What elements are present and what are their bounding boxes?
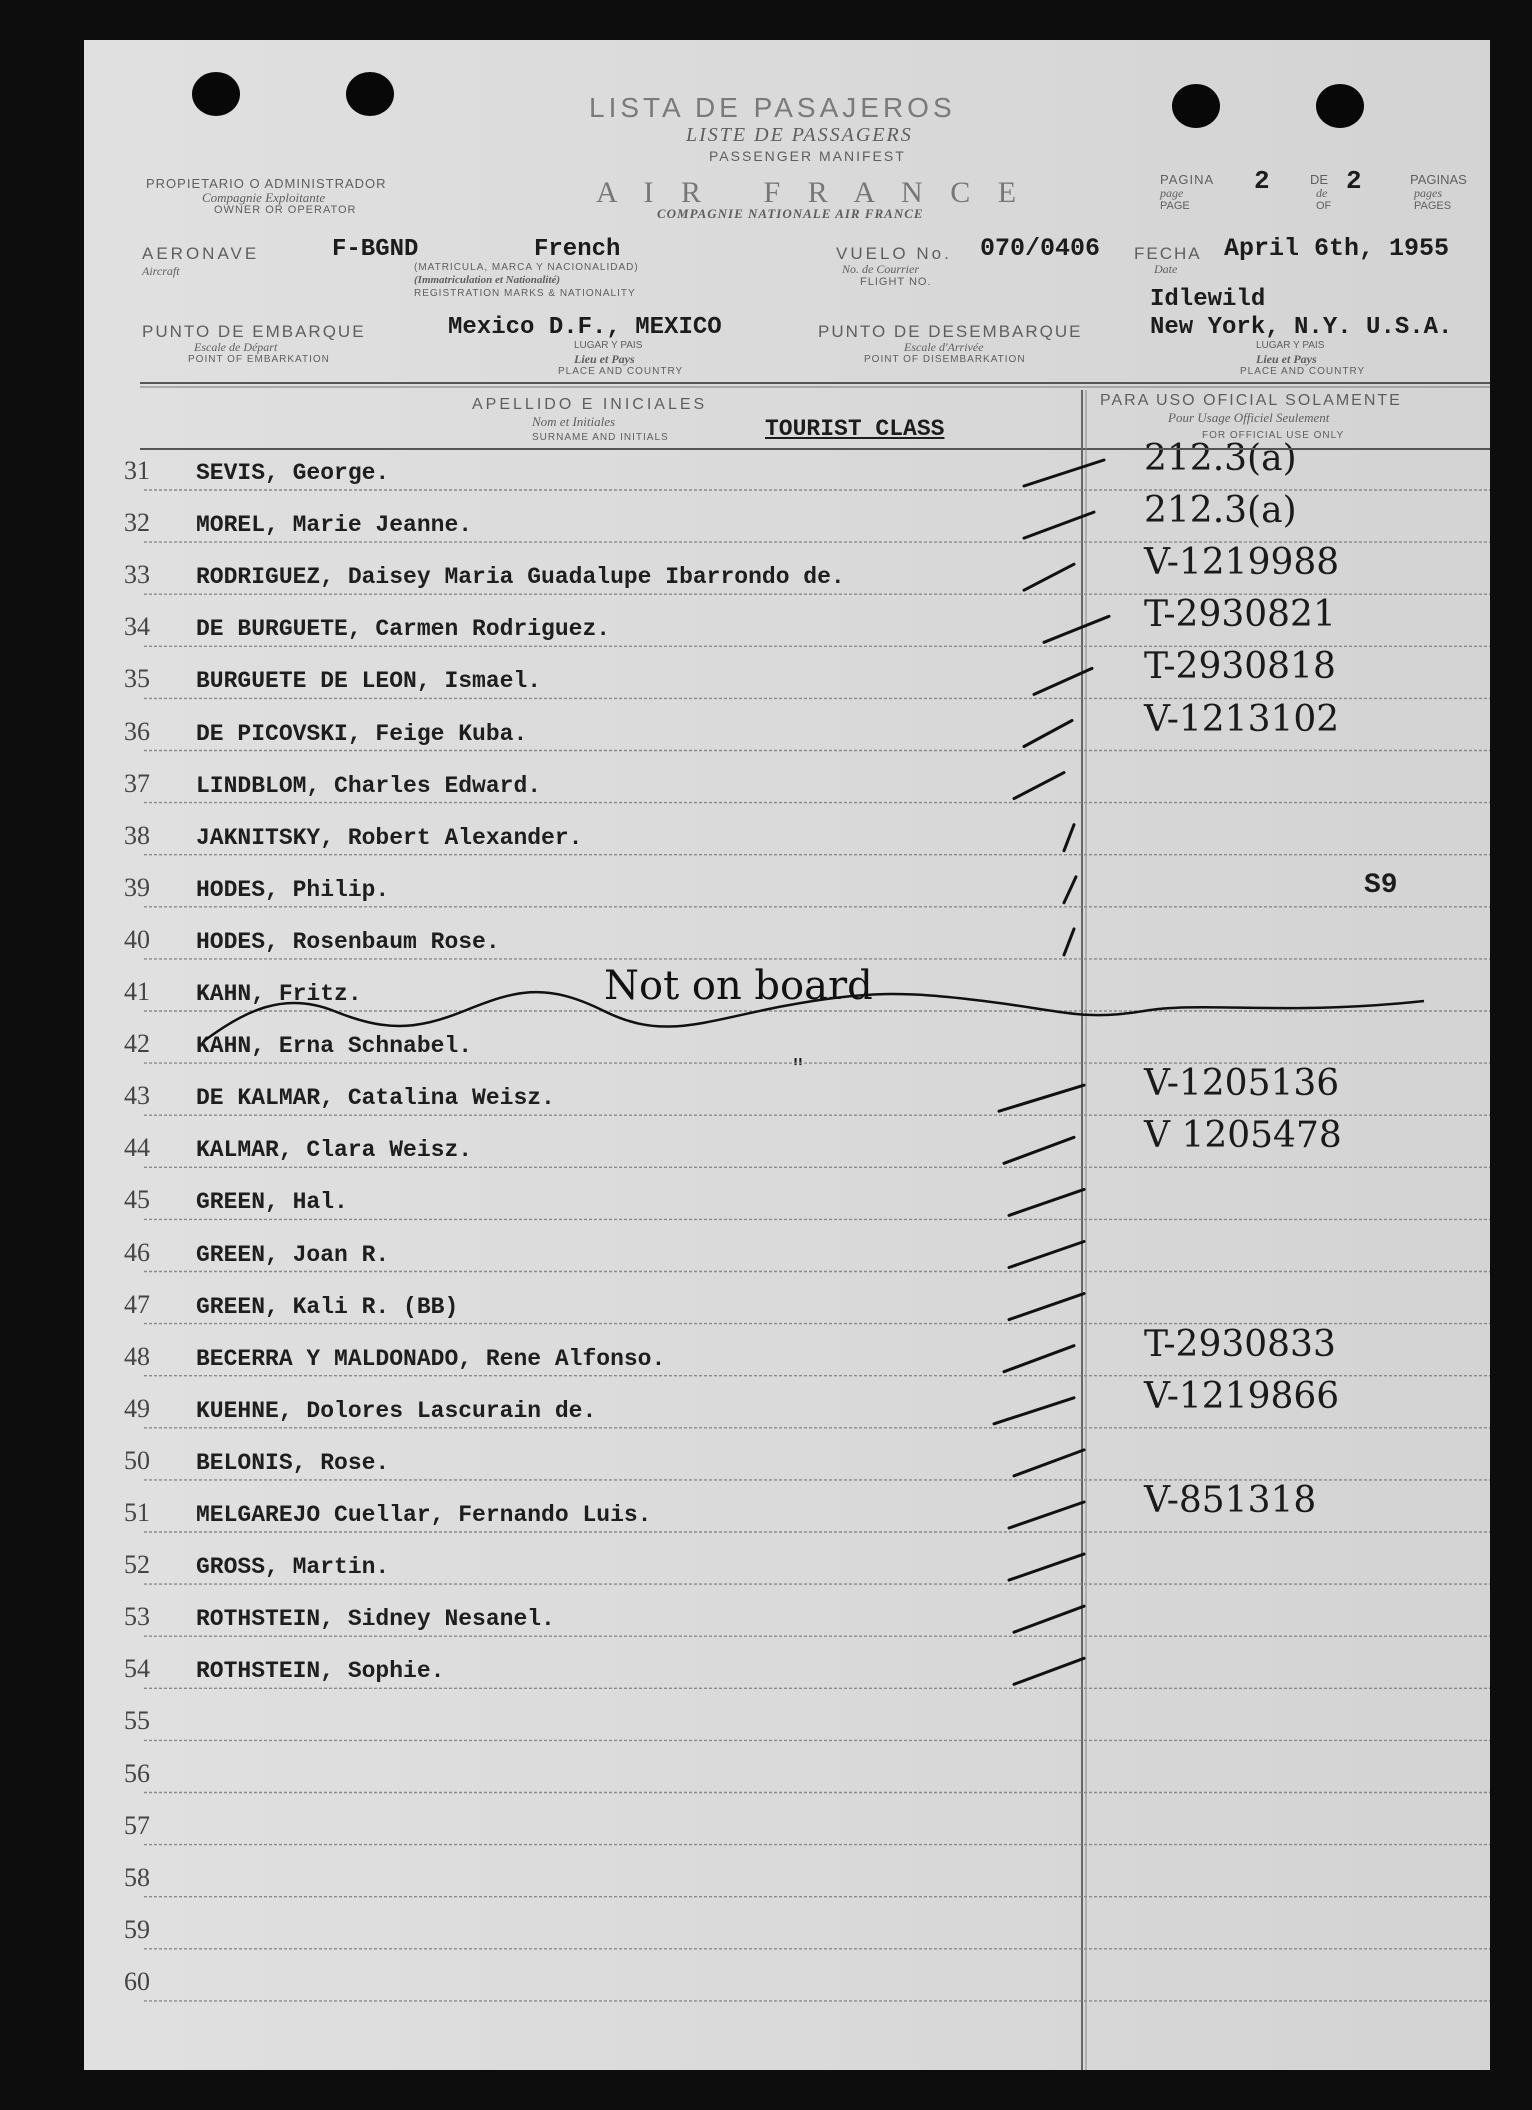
row-number: 52 (124, 1550, 150, 1580)
row-number: 42 (124, 1029, 150, 1059)
official-entry: 212.3(a) (1144, 490, 1297, 532)
col-official-en: FOR OFFICIAL USE ONLY (1202, 430, 1345, 441)
check-mark (994, 1398, 1074, 1424)
row-number: 47 (124, 1289, 150, 1319)
official-entry: V-1219988 (1144, 542, 1340, 584)
passenger-name: RODRIGUEZ, Daisey Maria Guadalupe Ibarrondo de. (196, 564, 845, 591)
disembark-airport: Idlewild (1150, 286, 1266, 313)
passenger-name: ROTHSTEIN, Sophie. (196, 1658, 445, 1685)
row-number: 36 (124, 716, 150, 746)
official-entry: V-1213102 (1144, 698, 1340, 740)
passenger-name: GROSS, Martin. (196, 1554, 390, 1581)
check-mark (1044, 616, 1109, 642)
col-official-label: PARA USO OFICIAL SOLAMENTE (1100, 392, 1402, 409)
check-mark (1014, 773, 1064, 799)
check-mark (1024, 460, 1104, 486)
check-mark (1064, 877, 1076, 903)
de-fr: de (1316, 186, 1328, 200)
page-en: PAGE (1160, 200, 1190, 212)
check-mark (999, 1085, 1084, 1111)
row-number: 57 (124, 1810, 150, 1840)
title-es: LISTA DE PASAJEROS (589, 92, 956, 123)
official-entry: V 1205478 (1144, 1115, 1342, 1157)
disembark-en: POINT OF DISEMBARKATION (864, 354, 1026, 365)
row-number: 40 (124, 924, 150, 954)
passenger-name: JAKNITSKY, Robert Alexander. (196, 824, 583, 851)
passenger-name: MOREL, Marie Jeanne. (196, 512, 473, 539)
row-number: 59 (124, 1914, 150, 1944)
row-number: 51 (124, 1498, 150, 1527)
paginas-label: PAGINAS (1410, 172, 1467, 187)
official-entry: T-2930821 (1144, 594, 1336, 636)
check-mark (1014, 1450, 1084, 1476)
vuelo-label: VUELO No. (836, 244, 952, 263)
col-name-en: SURNAME AND INITIALS (532, 432, 669, 443)
passenger-name: KALMAR, Clara Weisz. (196, 1137, 473, 1164)
passenger-name: DE PICOVSKI, Feige Kuba. (196, 720, 528, 747)
row-number: 37 (124, 768, 150, 798)
pagina-label: PAGINA (1160, 172, 1215, 187)
reg-label-fr: (Immatriculation et Nationalité) (414, 274, 561, 286)
embark-value: Mexico D.F., MEXICO (448, 314, 722, 341)
owner-label-fr: Compagnie Exploitante (202, 190, 326, 205)
row-number: 33 (124, 560, 150, 590)
row-number: 49 (124, 1393, 150, 1423)
embark-fr: Escale de Départ (194, 340, 278, 354)
embark-place-es: LUGAR Y PAIS (574, 340, 643, 351)
aircraft-fr: Aircraft (142, 264, 180, 278)
official-entry: T-2930833 (1144, 1323, 1336, 1365)
check-mark (1004, 1137, 1074, 1163)
passenger-name: BELONIS, Rose. (196, 1449, 390, 1476)
row-number: 55 (124, 1706, 150, 1736)
check-mark (1009, 1242, 1084, 1268)
disembark-label: PUNTO DE DESEMBARQUE (818, 322, 1083, 341)
row-number: 56 (124, 1758, 150, 1788)
fecha-label: FECHA (1134, 244, 1202, 263)
passenger-name: KAHN, Erna Schnabel. (196, 1033, 473, 1060)
passenger-name: GREEN, Joan R. (196, 1241, 390, 1268)
row-number: 45 (124, 1185, 150, 1215)
not-on-board-note: Not on board (604, 963, 873, 1009)
row-number: 54 (124, 1654, 150, 1684)
passenger-name: HODES, Rosenbaum Rose. (196, 928, 500, 955)
flight-en: FLIGHT NO. (860, 276, 932, 288)
title-en: PASSENGER MANIFEST (709, 148, 906, 164)
row-number: 58 (124, 1862, 150, 1892)
row-number: 34 (124, 612, 150, 642)
row-number: 60 (124, 1966, 150, 1996)
check-mark (1024, 721, 1072, 747)
row-number: 31 (124, 456, 150, 485)
pages-fr: pages (1414, 186, 1442, 200)
check-mark (1009, 1189, 1084, 1215)
date-fr: Date (1154, 262, 1178, 276)
check-mark (1004, 1346, 1074, 1372)
disembark-place-fr: Lieu et Pays (1256, 352, 1317, 366)
page-total: 2 (1346, 166, 1362, 196)
passenger-name: KUEHNE, Dolores Lascurain de. (196, 1397, 597, 1424)
passenger-name: DE KALMAR, Catalina Weisz. (196, 1085, 555, 1112)
de-label: DE (1310, 172, 1329, 187)
col-name-label: APELLIDO E INICIALES (472, 396, 708, 413)
passenger-name: LINDBLOM, Charles Edward. (196, 772, 542, 799)
row-number: 32 (124, 508, 150, 538)
class-label: TOURIST CLASS (765, 416, 945, 442)
owner-label: PROPIETARIO O ADMINISTRADOR (146, 176, 387, 191)
embark-label: PUNTO DE EMBARQUE (142, 322, 366, 341)
flight-fr: No. de Courrier (842, 262, 920, 276)
passenger-name: BECERRA Y MALDONADO, Rene Alfonso. (196, 1345, 666, 1372)
check-mark (1064, 825, 1074, 851)
row-number: 35 (124, 664, 150, 694)
row-number: 43 (124, 1081, 150, 1111)
de-en: OF (1316, 200, 1332, 212)
official-entry: 212.3(a) (1144, 438, 1297, 479)
registration-value: F-BGND (332, 236, 419, 263)
passenger-name: DE BURGUETE, Carmen Rodriguez. (196, 616, 611, 643)
page-number: 2 (1254, 166, 1270, 196)
manifest-page (84, 40, 1490, 2070)
date-value: April 6th, 1955 (1224, 234, 1450, 263)
check-mark (1034, 668, 1092, 694)
disembark-place-es: LUGAR Y PAIS (1256, 340, 1325, 351)
flight-number: 070/0406 (980, 234, 1101, 263)
check-mark (1024, 512, 1094, 538)
passenger-name: HODES, Philip. (196, 876, 390, 903)
ditto-mark: " (792, 1054, 804, 1084)
disembark-fr: Escale d'Arrivée (904, 340, 984, 354)
col-name-fr: Nom et Initiales (532, 414, 616, 429)
passenger-name: ROTHSTEIN, Sidney Nesanel. (196, 1606, 555, 1633)
row-number: 38 (124, 820, 150, 850)
passenger-name: SEVIS, George. (196, 460, 390, 486)
check-mark (1024, 564, 1074, 590)
row-number: 53 (124, 1602, 150, 1632)
reg-label-es: (MATRICULA, MARCA Y NACIONALIDAD) (414, 262, 639, 273)
disembark-place-en: PLACE AND COUNTRY (1240, 366, 1366, 377)
embark-place-en: PLACE AND COUNTRY (558, 366, 684, 377)
embark-en: POINT OF EMBARKATION (188, 354, 330, 365)
page-fr: page (1160, 186, 1184, 200)
official-entry: V-1205136 (1144, 1063, 1340, 1105)
row-number: 48 (124, 1341, 150, 1371)
airline-name: A I R F R A N C E (596, 176, 1027, 209)
passenger-name: GREEN, Hal. (196, 1189, 348, 1216)
embark-place-fr: Lieu et Pays (574, 352, 635, 366)
pen-marks (84, 40, 1490, 2070)
official-entry: T-2930818 (1144, 646, 1336, 688)
passenger-name: MELGAREJO Cuellar, Fernando Luis. (196, 1502, 652, 1528)
disembark-value: New York, N.Y. U.S.A. (1150, 314, 1453, 341)
row-number: 44 (124, 1133, 150, 1163)
official-entry: V-1219866 (1144, 1375, 1340, 1417)
official-entry: V-851318 (1144, 1480, 1317, 1521)
passenger-name: GREEN, Kali R. (BB) (196, 1293, 459, 1320)
check-mark (1014, 1606, 1084, 1632)
col-official-fr: Pour Usage Officiel Seulement (1168, 410, 1330, 425)
check-mark (1009, 1554, 1084, 1580)
check-mark (1009, 1294, 1084, 1320)
check-mark (1064, 929, 1074, 955)
aeronave-label: AERONAVE (142, 244, 260, 263)
title-fr: LISTE DE PASSAGERS (686, 124, 913, 146)
passenger-name: BURGUETE DE LEON, Ismael. (196, 668, 542, 695)
airline-subtitle: COMPAGNIE NATIONALE AIR FRANCE (657, 206, 924, 221)
check-mark (1014, 1658, 1084, 1684)
row-38-mark: S9 (1364, 870, 1398, 901)
row-number: 41 (124, 977, 150, 1006)
row-number: 46 (124, 1237, 150, 1267)
reg-label-en: REGISTRATION MARKS & NATIONALITY (414, 288, 636, 299)
check-mark (1009, 1502, 1084, 1528)
owner-label-en: OWNER OR OPERATOR (214, 204, 357, 216)
row-number: 39 (124, 872, 150, 902)
passenger-name: KAHN, Fritz. (196, 981, 362, 1007)
nationality-value: French (534, 236, 621, 263)
pages-en: PAGES (1414, 200, 1452, 212)
row-number: 50 (124, 1445, 150, 1475)
